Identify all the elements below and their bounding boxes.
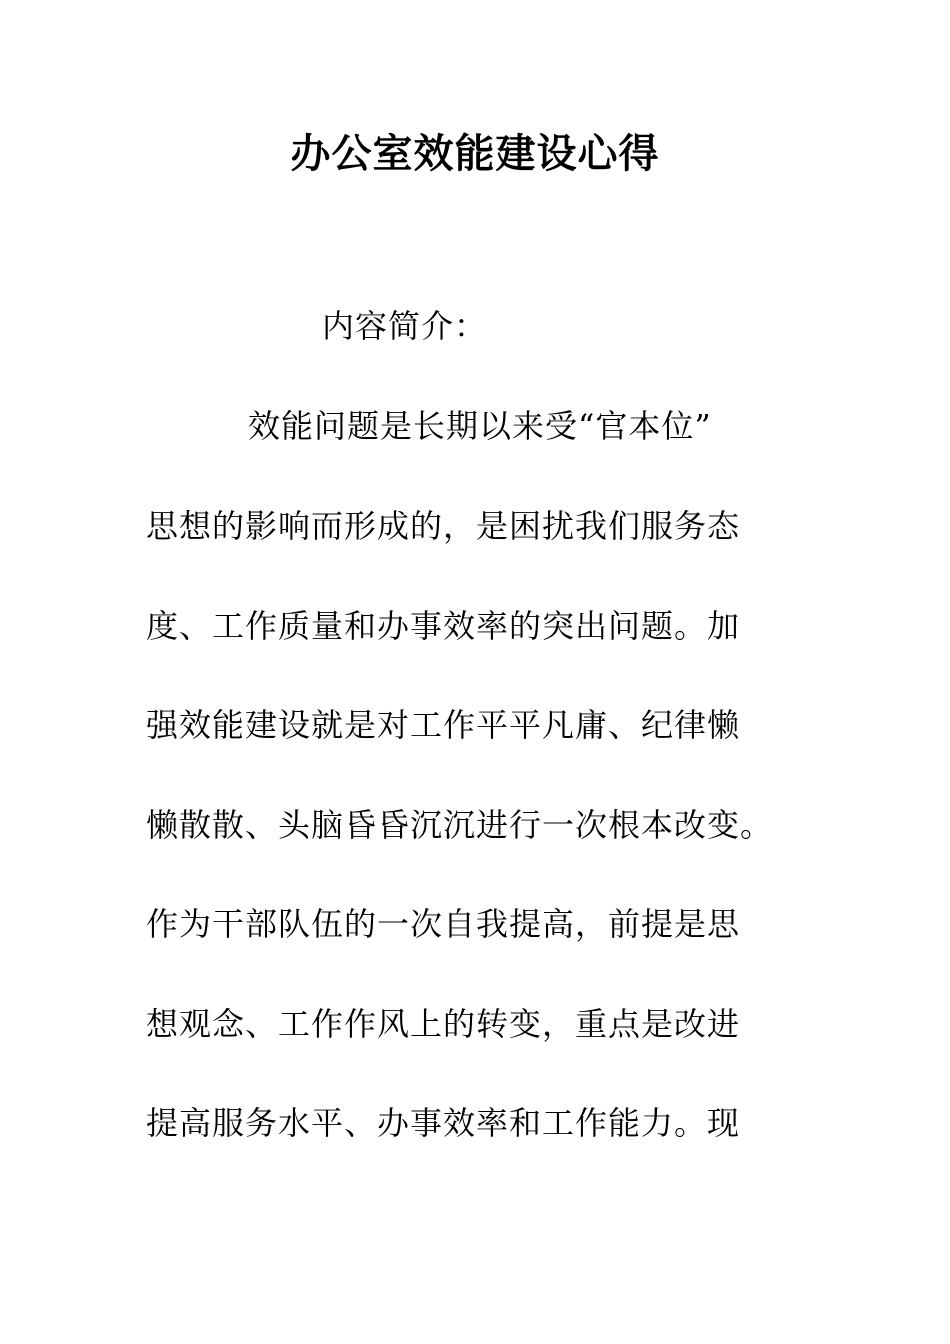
paragraph-line: 作为干部队伍的一次自我提高，前提是思	[146, 905, 741, 943]
intro-label: 内容简介：	[322, 307, 488, 345]
paragraph-line: 效能问题是长期以来受“官本位”	[248, 407, 712, 445]
paragraph-line: 想观念、工作作风上的转变，重点是改进	[146, 1005, 741, 1043]
paragraph-line: 提高服务水平、办事效率和工作能力。现	[146, 1104, 741, 1142]
paragraph-line: 懒散散、头脑昏昏沉沉进行一次根本改变。	[146, 806, 774, 844]
document-title: 办公室效能建设心得	[290, 131, 660, 177]
paragraph-line: 强效能建设就是对工作平平凡庸、纪律懒	[146, 706, 741, 744]
paragraph-line: 思想的影响而形成的，是困扰我们服务态	[146, 507, 741, 545]
paragraph-line: 度、工作质量和办事效率的突出问题。加	[146, 607, 741, 645]
